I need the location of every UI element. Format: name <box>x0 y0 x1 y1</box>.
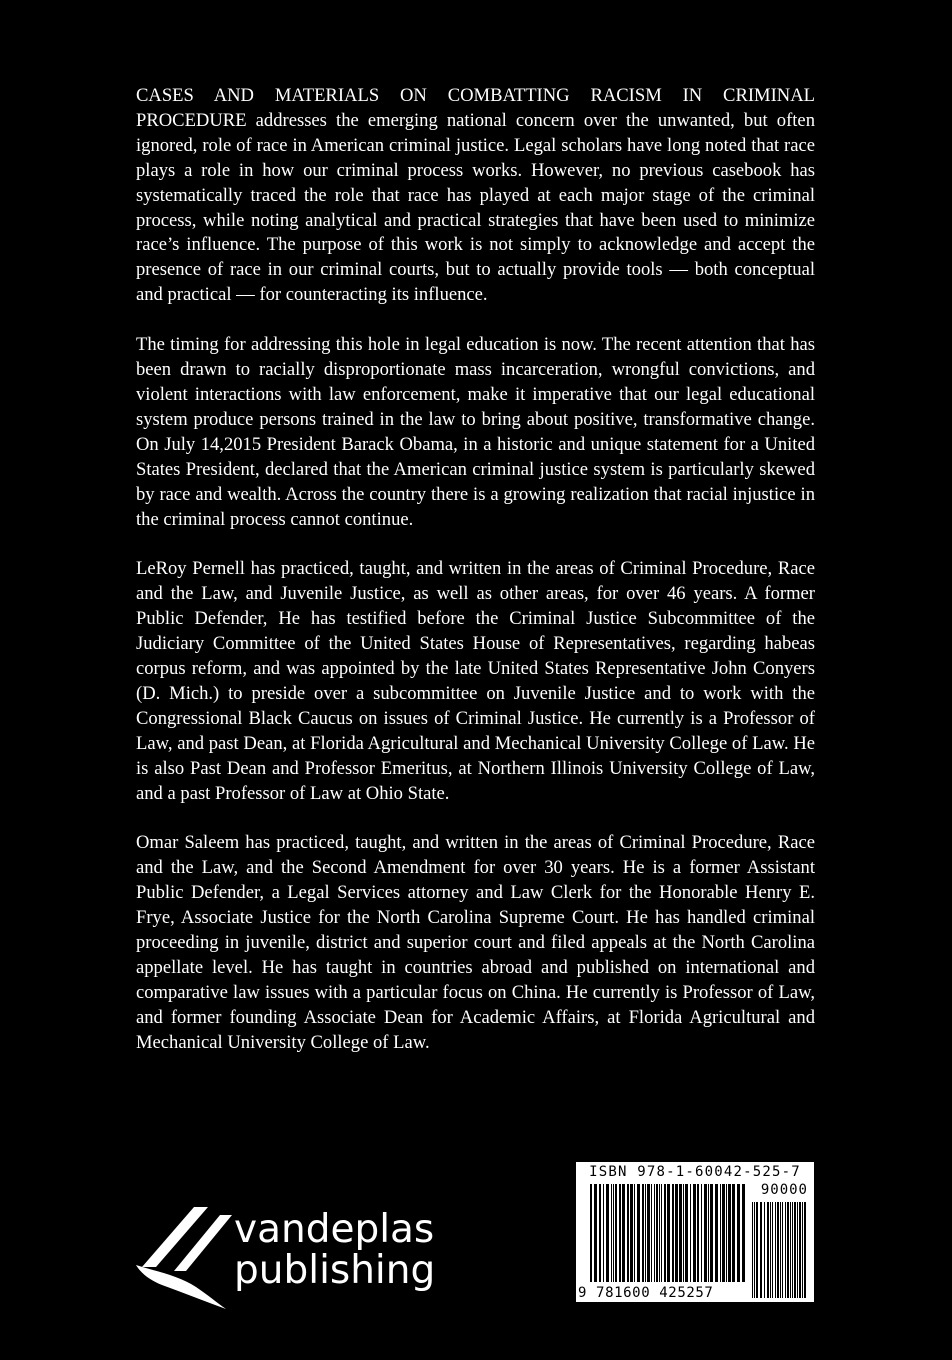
isbn-label: ISBN 978-1-60042-525-7 <box>589 1164 801 1180</box>
barcode-bar <box>630 1184 633 1282</box>
barcode-bar <box>693 1184 696 1282</box>
barcode-bar <box>613 1184 614 1282</box>
barcode-addon-bar <box>782 1202 783 1298</box>
isbn-barcode <box>576 1162 814 1302</box>
barcode-bar <box>726 1184 727 1282</box>
barcode-bar <box>642 1184 644 1282</box>
price-addon: 90000 <box>760 1182 808 1198</box>
barcode-bar <box>720 1184 721 1282</box>
barcode-addon-bar <box>792 1202 793 1298</box>
publisher-name <box>234 1209 435 1291</box>
barcode-bar <box>645 1184 646 1282</box>
barcode-bar <box>697 1184 699 1282</box>
barcode-bar <box>594 1184 597 1282</box>
barcode-addon-bar <box>797 1202 798 1298</box>
barcode-bar <box>737 1184 740 1282</box>
barcode-bar <box>606 1184 609 1282</box>
barcode-bar <box>590 1184 592 1282</box>
barcode-addon-bar <box>770 1202 771 1298</box>
barcode-bar <box>622 1184 625 1282</box>
barcode-bar <box>728 1184 731 1282</box>
barcode-addon-bar <box>780 1202 781 1298</box>
barcode-bar <box>664 1184 666 1282</box>
barcode-bar <box>704 1184 707 1282</box>
author-bio-saleem: Omar Saleem has practiced, taught, and written in the areas of Criminal Procedure, Race and the Law, and the Second Amendment for over 30 years. He is a former Assistant Public Defender, a Legal Services attorney and Law Clerk for the Honorable Henry E. Frye, Associate Justice for the North Carolina Supreme Court. He has handled criminal proceeding in juvenile, district and superior court and filed appeals at the North Carolina appellate level. He has taught in countries abroad and published on international and comparative law issues with a particular focus on China. He currently is Professor of Law, and former founding Associate Dean for Academic Affairs, at Florida Agricultural and Mechanical University College of Law. <box>136 832 815 1053</box>
barcode-bar <box>611 1184 612 1282</box>
barcode-addon-bar <box>767 1202 769 1298</box>
barcode-addon-bar <box>760 1202 762 1298</box>
context-paragraph: The timing for addressing this hole in legal education is now. The recent attention that has been drawn to racially disproportionate mass incarceration, wrongful convictions, and violent interactions with law enforcement, make it imperative that our legal educational system produce persons trained in the law to bring about positive, transformative change. On July 14,2015 President Barack Obama, in a historic and unique statement for a United States President, declared that the American criminal justice system is particularly skewed by race and wealth. Across the country there is a growing realization that racial injustice in the criminal process cannot continue. <box>136 334 815 530</box>
publisher-logo <box>134 1205 434 1315</box>
barcode-addon-bar <box>756 1202 758 1298</box>
barcode-bar <box>647 1184 650 1282</box>
barcode-bar <box>603 1184 604 1282</box>
barcode-bar <box>637 1184 640 1282</box>
barcode-addon-bar <box>785 1202 786 1298</box>
barcode-bar <box>722 1184 725 1282</box>
barcode-bar <box>615 1184 617 1282</box>
barcode-bar <box>701 1184 702 1282</box>
publisher-name-line2: publishing <box>234 1248 436 1293</box>
barcode-bar <box>708 1184 709 1282</box>
barcode-bar <box>742 1184 745 1282</box>
barcode-addon-bar <box>777 1202 779 1298</box>
barcode-bar <box>679 1184 682 1282</box>
barcode-addon-bar <box>787 1202 789 1298</box>
barcode-addon-bar <box>790 1202 791 1298</box>
barcode-bar <box>683 1184 684 1282</box>
publisher-name-line1: vandeplas <box>234 1207 435 1252</box>
barcode-bar <box>627 1184 629 1282</box>
barcode-bar <box>675 1184 678 1282</box>
barcode-addon-bar <box>764 1202 765 1298</box>
barcode-bar <box>732 1184 735 1282</box>
ean-digits: 9 781600 425257 <box>578 1285 714 1301</box>
barcode-bar <box>667 1184 670 1282</box>
description-paragraph: CASES AND MATERIALS ON COMBATTING RACISM IN CRIMINAL PROCEDURE addresses the emerging national concern over the unwanted, but often ignored, role of race in American criminal justice. Legal scholars have long noted that race plays a role in how our criminal process works. However, no previous casebook has systematically traced the role that race has played at each major stage of the criminal process, while noting analytical and practical strategies that have been used to minimize race’s influence. The purpose of this work is not simply to acknowledge and accept the presence of race in our criminal courts, but to actually provide tools — both conceptual and practical — for counteracting its influence. <box>136 85 815 306</box>
barcode-bar <box>619 1184 621 1282</box>
barcode-bar <box>685 1184 688 1282</box>
barcode-addon-bar <box>772 1202 773 1298</box>
barcode-addon-bar <box>802 1202 803 1298</box>
barcode-bar <box>661 1184 662 1282</box>
barcode-bar <box>651 1184 652 1282</box>
barcode-bar <box>672 1184 674 1282</box>
barcode-bar <box>659 1184 660 1282</box>
barcode-bar <box>634 1184 635 1282</box>
barcode-addon-bar <box>799 1202 801 1298</box>
barcode-addon-bar <box>775 1202 776 1298</box>
barcode-addon-bar <box>794 1202 796 1298</box>
barcode-bar <box>599 1184 601 1282</box>
barcode-addon-bar <box>804 1202 806 1298</box>
swoosh-logo-icon <box>134 1205 234 1310</box>
barcode-bar <box>654 1184 655 1282</box>
barcode-addon-bar <box>752 1202 753 1298</box>
author-bio-pernell: LeRoy Pernell has practiced, taught, and written in the areas of Criminal Procedure, Race and the Law, and Juvenile Justice, as well as other areas, for over 46 years. A former Public Defender, He has testified before the Criminal Justice Subcommittee of the Judiciary Committee of the United States House of Representatives, regarding habeas corpus reform, and was appointed by the late United States Representative John Conyers (D. Mich.) to preside over a subcommittee on Juvenile Justice and to work with the Congressional Black Caucus on issues of Criminal Justice. He currently is a Professor of Law, and past Dean, at Florida Agricultural and Mechanical University College of Law. He is also Past Dean and Professor Emeritus, at Northern Illinois University College of Law, and a past Professor of Law at Ohio State. <box>136 558 815 804</box>
barcode-bar <box>715 1184 718 1282</box>
barcode-addon-bar <box>754 1202 755 1298</box>
barcode-bar <box>690 1184 691 1282</box>
barcode-bar <box>710 1184 713 1282</box>
barcode-bar <box>656 1184 658 1282</box>
back-cover-text <box>136 84 815 1081</box>
